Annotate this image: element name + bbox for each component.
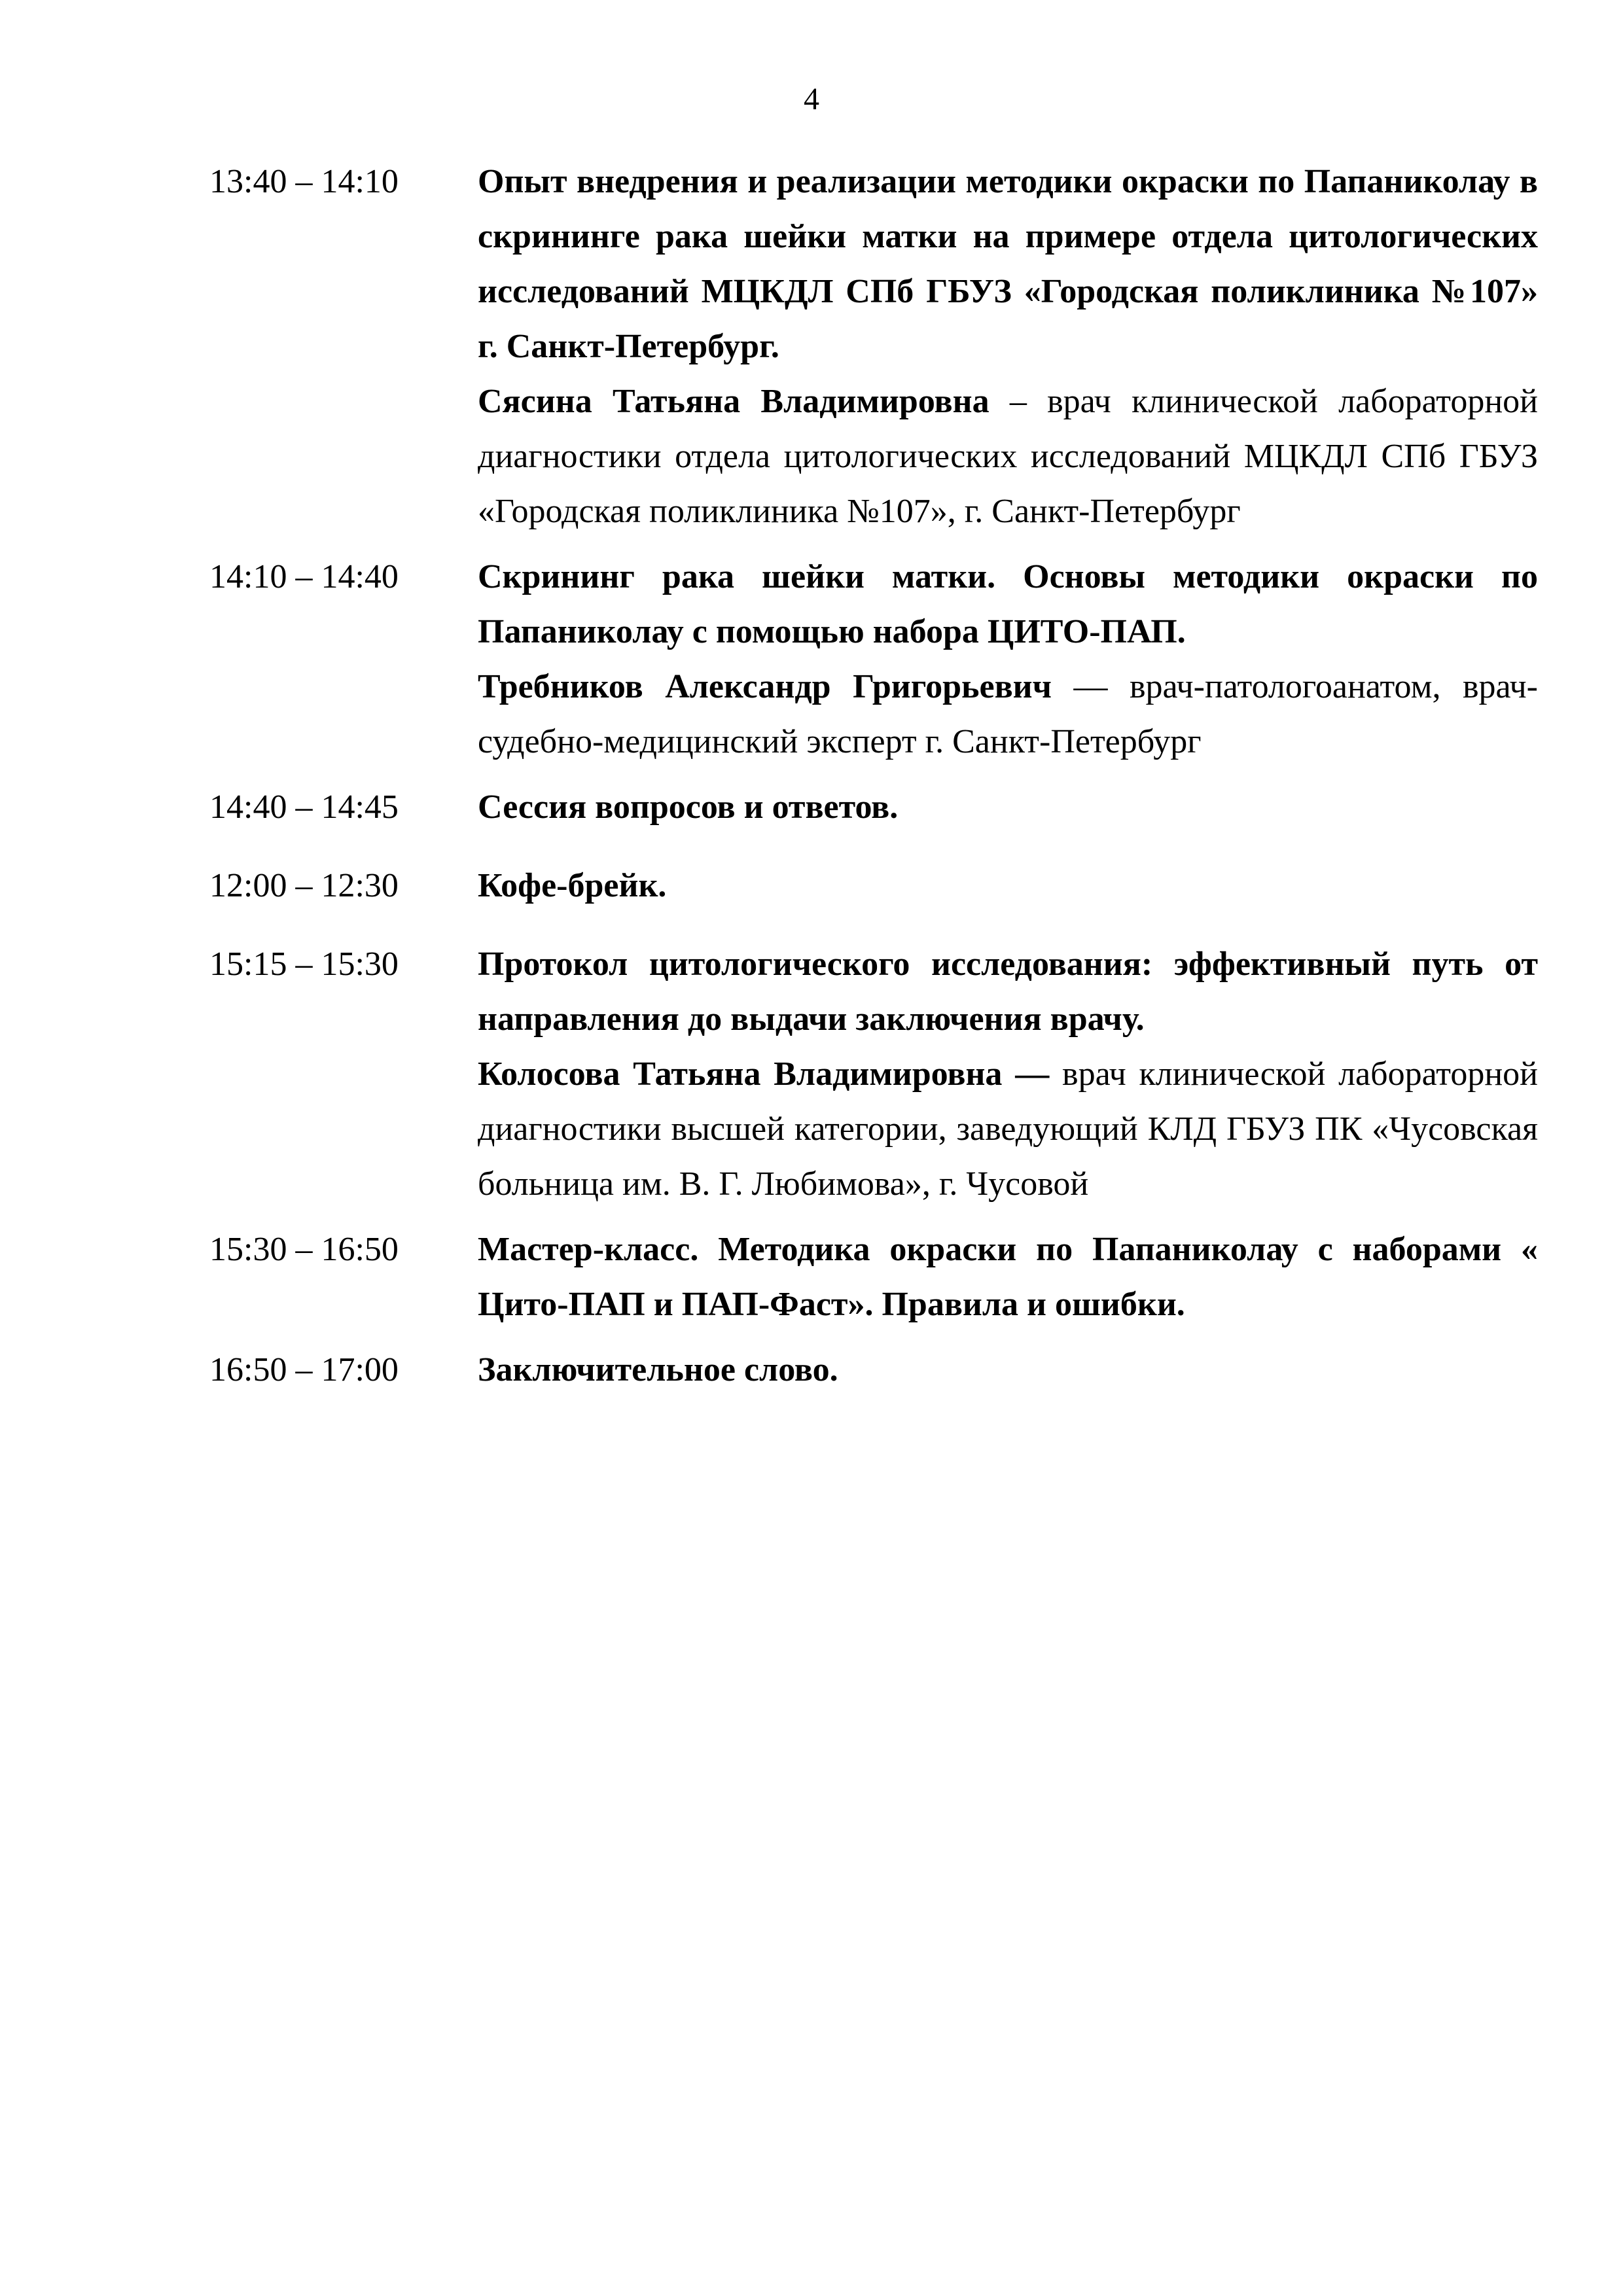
program-time: 12:00 – 12:30 <box>209 867 399 904</box>
program-item <box>209 1343 1538 1398</box>
program-time: 15:15 – 15:30 <box>209 945 399 983</box>
speaker-role: врач клинической лабораторной диагностики высшей категории, заведующий КЛД ГБУЗ ПК «Чусовская больница им. В. Г. Любимова», г. Чусовой <box>478 1055 1538 1203</box>
program-content <box>478 1343 1538 1398</box>
program-schedule <box>209 154 1538 1408</box>
program-title: Кофе-брейк. <box>478 867 667 904</box>
program-content <box>478 937 1538 1212</box>
program-title: Протокол цитологического исследования: эффективный путь от направления до выдачи заключения врачу. <box>478 945 1538 1038</box>
page-number: 4 <box>804 82 819 116</box>
program-title: Сессия вопросов и ответов. <box>478 788 899 826</box>
speaker-role: — врач-патологоанатом, врач-судебно-медицинский эксперт г. Санкт-Петербург <box>478 668 1538 760</box>
program-item <box>209 550 1538 769</box>
program-speaker <box>478 1047 1538 1212</box>
speaker-name: Требников Александр Григорьевич <box>478 668 1052 705</box>
program-content <box>478 780 1538 835</box>
speaker-role: – врач клинической лабораторной диагностики отдела цитологических исследований МЦКДЛ СПб ГБУЗ «Городская поликлиника №107», г. Санкт-Петербург <box>478 383 1539 530</box>
program-title: Заключительное слово. <box>478 1351 838 1388</box>
program-time: 13:40 – 14:10 <box>209 163 399 200</box>
program-content <box>478 858 1538 913</box>
program-item <box>209 858 1538 913</box>
program-item <box>209 780 1538 835</box>
program-title: Скрининг рака шейки матки. Основы методики окраски по Папаниколау с помощью набора ЦИТО-ПАП. <box>478 558 1538 650</box>
program-title: Опыт внедрения и реализации методики окраски по Папаниколау в скрининге рака шейки матки на примере отдела цитологических исследований МЦКДЛ СПб ГБУЗ «Городская поликлиника №107» г. Санкт-Петербург. <box>478 163 1538 365</box>
program-speaker <box>478 374 1538 539</box>
speaker-name: Колосова Татьяна Владимировна — <box>478 1055 1050 1093</box>
program-speaker <box>478 660 1538 769</box>
program-title: Мастер-класс. Методика окраски по Папаниколау с наборами « Цито-ПАП и ПАП-Фаст». Правила и ошибки. <box>478 1231 1538 1323</box>
program-item <box>209 154 1538 539</box>
program-time: 15:30 – 16:50 <box>209 1231 399 1268</box>
program-item <box>209 937 1538 1212</box>
program-content <box>478 550 1538 769</box>
program-time: 14:40 – 14:45 <box>209 788 399 826</box>
program-time: 14:10 – 14:40 <box>209 558 399 595</box>
program-item <box>209 1222 1538 1332</box>
program-content <box>478 154 1538 539</box>
program-content <box>478 1222 1538 1332</box>
speaker-name: Сясина Татьяна Владимировна <box>478 383 990 420</box>
program-time: 16:50 – 17:00 <box>209 1351 399 1388</box>
